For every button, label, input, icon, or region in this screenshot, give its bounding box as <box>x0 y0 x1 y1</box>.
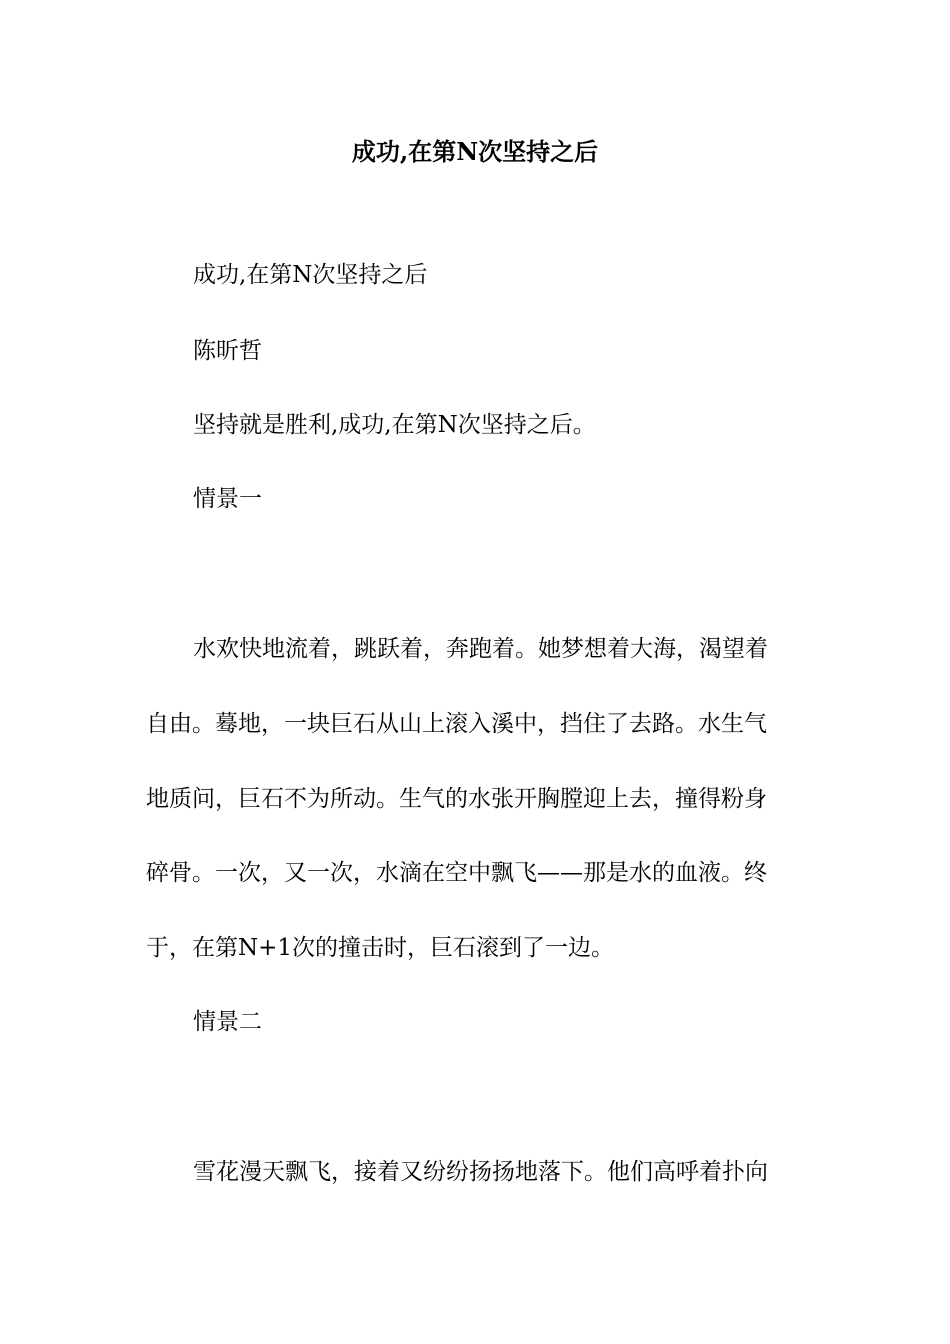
paragraph-line: 于，在第N+1次的撞击时，巨石滚到了一边。 <box>146 935 615 961</box>
author-line: 陈昕哲 <box>193 338 262 364</box>
paragraph-line: 自由。蓦地，一块巨石从山上滚入溪中，挡住了去路。水生气 <box>146 711 767 737</box>
scene-two-heading: 情景二 <box>193 1009 262 1035</box>
paragraph-line: 地质问，巨石不为所动。生气的水张开胸膛迎上去，撞得粉身 <box>146 786 767 812</box>
motto-line: 坚持就是胜利,成功,在第N次坚持之后。 <box>193 412 596 438</box>
paragraph-line: 雪花漫天飘飞，接着又纷纷扬扬地落下。他们高呼着扑向 <box>193 1159 768 1185</box>
paragraph-line: 碎骨。一次，又一次，水滴在空中飘飞——那是水的血液。终 <box>146 860 767 886</box>
scene-one-heading: 情景一 <box>193 486 262 512</box>
paragraph-line: 水欢快地流着，跳跃着，奔跑着。她梦想着大海，渴望着 <box>193 636 768 662</box>
document-title: 成功,在第N次坚持之后 <box>351 137 599 166</box>
subtitle-line: 成功,在第N次坚持之后 <box>193 262 428 288</box>
